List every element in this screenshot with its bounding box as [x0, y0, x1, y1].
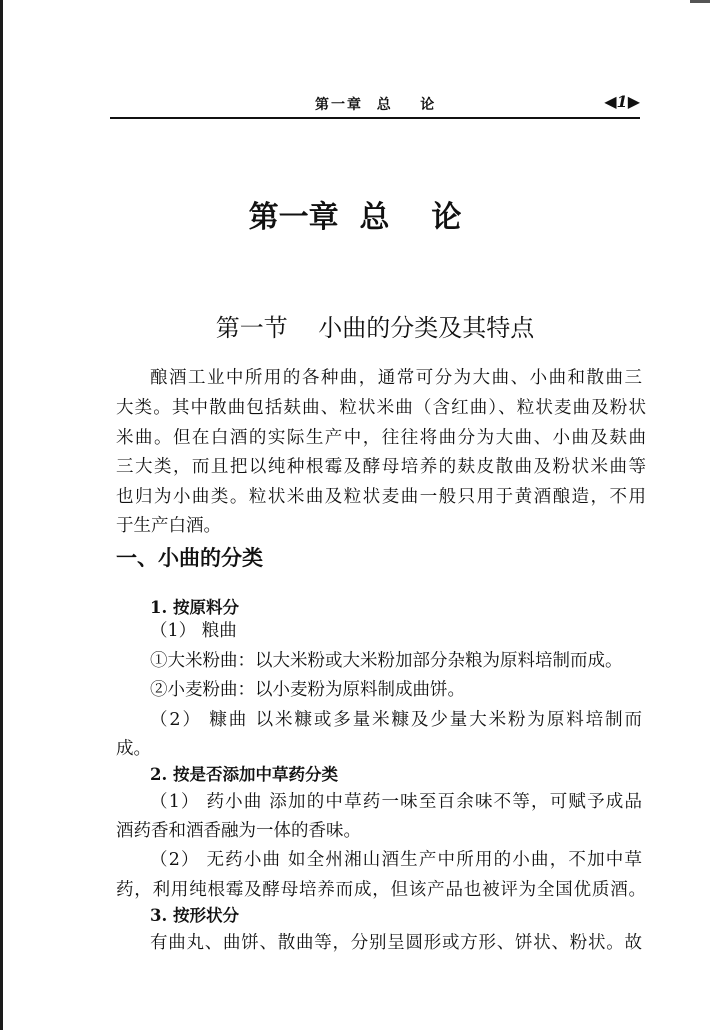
intro-line: 于生产白酒。 — [116, 516, 221, 536]
item-rice-flour-koji: ①大米粉曲：以大米粉或大米粉加部分杂粮为原料培制而成。 — [150, 651, 623, 671]
item-shape: 有曲丸、曲饼、散曲等，分别呈圆形或方形、饼状、粉状。故 — [150, 933, 642, 953]
running-header — [110, 90, 640, 118]
heading-classification: 一、小曲的分类 — [116, 546, 263, 570]
scan-edge-corner — [690, 0, 710, 3]
item-non-herbal-koji-cont: 药，利用纯根霉及酵母培养而成，但该产品也被评为全国优质酒。 — [116, 880, 646, 900]
item-bran-koji-cont: 成。 — [116, 739, 151, 759]
header-rule — [110, 117, 640, 119]
chapter-title: 第一章 总 论 — [248, 200, 462, 235]
item-bran-koji: （2） 糠曲 以米糠或多量米糠及少量大米粉为原料培制而 — [150, 710, 642, 730]
subheading-by-herbs: 2. 按是否添加中草药分类 — [150, 765, 338, 784]
intro-line: 三大类，而且把以纯种根霉及酵母培养的麸皮散曲及粉状米曲等 — [116, 457, 646, 477]
intro-line: 大类。其中散曲包括麸曲、粒状米曲（含红曲）、粒状麦曲及粉状 — [116, 398, 646, 418]
item-wheat-flour-koji: ②小麦粉曲：以小麦粉为原料制成曲饼。 — [150, 680, 465, 700]
intro-line: 酿酒工业中所用的各种曲，通常可分为大曲、小曲和散曲三 — [150, 368, 642, 388]
intro-line: 米曲。但在白酒的实际生产中，往往将曲分为大曲、小曲及麸曲 — [116, 428, 646, 448]
page-number: ◀1▶ — [604, 92, 640, 111]
intro-line: 也归为小曲类。粒状米曲及粒状麦曲一般只用于黄酒酿造，不用 — [116, 487, 646, 507]
subheading-by-shape: 3. 按形状分 — [150, 906, 239, 925]
item-herbal-koji: （1） 药小曲 添加的中草药一味至百余味不等，可赋予成品 — [150, 792, 642, 812]
running-header-chapter: 第一章 总 论 — [315, 97, 437, 113]
item-herbal-koji-cont: 酒药香和酒香融为一体的香味。 — [116, 821, 361, 841]
subheading-by-material: 1. 按原料分 — [150, 598, 239, 617]
item-grain-koji: （1） 粮曲 — [150, 621, 237, 641]
section-title: 第一节 小曲的分类及其特点 — [215, 314, 535, 342]
item-non-herbal-koji: （2） 无药小曲 如全州湘山酒生产中所用的小曲，不加中草 — [150, 850, 642, 870]
scan-edge-left — [0, 0, 3, 1030]
